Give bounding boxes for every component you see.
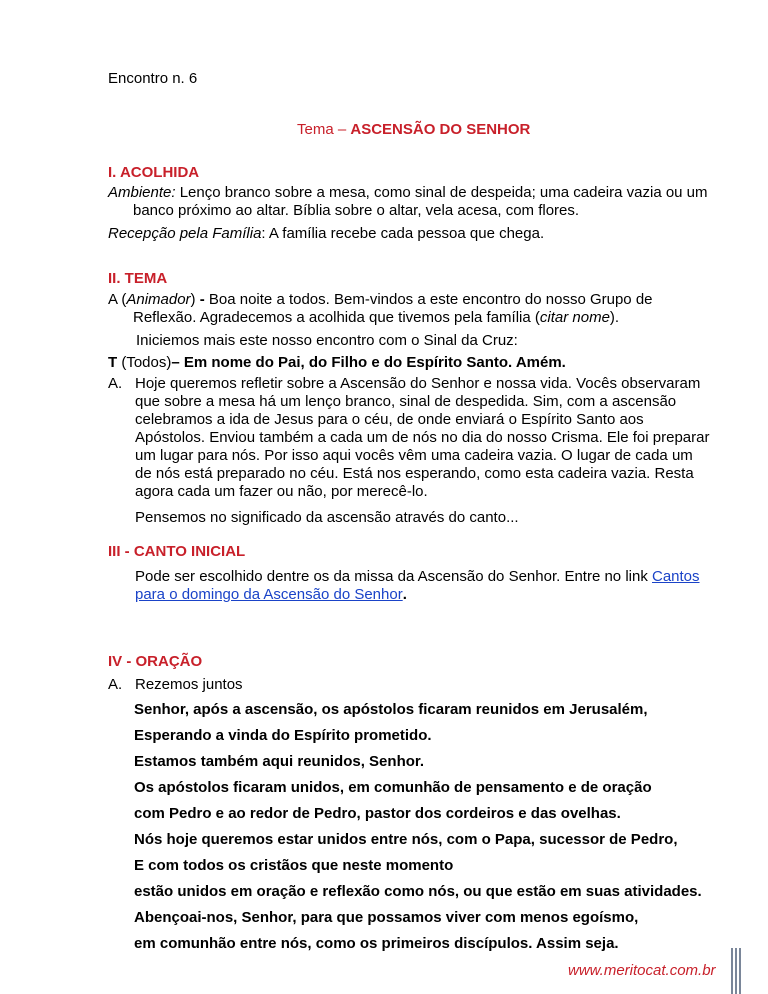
theme-line [297, 121, 530, 138]
prayer-line: Estamos também aqui reunidos, Senhor. [134, 753, 425, 770]
prayer-line: E com todos os cristãos que neste momento [134, 857, 454, 874]
animador-paragraph [108, 291, 738, 327]
section-tema-heading: II. TEMA [108, 270, 168, 287]
ambiente-text-2: banco próximo ao altar. Bíblia sobre o altar, vela acesa, com flores. [133, 202, 580, 219]
animador-mid: ) [190, 291, 200, 308]
recepcao-paragraph [108, 225, 544, 242]
site-url: www.meritocat.com.br [568, 962, 716, 979]
citar-nome: citar nome [539, 309, 610, 326]
rezemos-line: Rezemos juntos [135, 676, 243, 693]
reflection-marker: A. [108, 375, 123, 392]
prayer-line: em comunhão entre nós, como os primeiros discípulos. Assim seja. [134, 935, 619, 952]
canto-period: . [402, 586, 407, 603]
todos-paren: (Todos) [117, 354, 172, 371]
reflection-line: que sobre a mesa há um lenço branco, sinal de despedida. Sim, com a ascensão [135, 393, 677, 410]
canto-paragraph [135, 568, 735, 604]
theme-title: ASCENSÃO DO SENHOR [350, 121, 531, 138]
prayer-line: estão unidos em oração e reflexão como nós, ou que estão em suas atividades. [134, 883, 702, 900]
ambiente-paragraph [108, 184, 738, 220]
prayer-line: Senhor, após a ascensão, os apóstolos ficaram reunidos em Jerusalém, [134, 701, 648, 718]
theme-prefix: Tema – [297, 121, 351, 138]
animador-end: ). [609, 309, 620, 326]
ambiente-label: Ambiente: [108, 184, 176, 201]
recepcao-text: : A família recebe cada pessoa que chega. [261, 225, 545, 242]
animador-text-1: Boa noite a todos. Bem-vindos a este encontro do nosso Grupo de [208, 291, 653, 308]
recepcao-label: Recepção pela Família [108, 225, 262, 242]
todos-line [108, 354, 566, 371]
reflection-line: um lugar para nós. Por isso aqui vocês vêm uma cadeira vazia. O lugar de cada um [135, 447, 693, 464]
reflection-line: de nós está preparado no céu. Está nos esperando, como esta cadeira vazia. Resta [135, 465, 694, 482]
prayer-line: Nós hoje queremos estar unidos entre nós, com o Papa, sucessor de Pedro, [134, 831, 678, 848]
todos-text: – Em nome do Pai, do Filho e do Espírito Santo. Amém. [171, 354, 566, 371]
prayer-line: com Pedro e ao redor de Pedro, pastor dos cordeiros e das ovelhas. [134, 805, 621, 822]
reflection-line: agora cada um fazer ou não, por merecê-lo. [135, 483, 428, 500]
pensemos-line: Pensemos no significado da ascensão através do canto... [135, 509, 519, 526]
ambiente-text-1: Lenço branco sobre a mesa, como sinal de despeida; uma cadeira vazia ou um [175, 184, 708, 201]
animador-label: Animador [126, 291, 191, 308]
animador-dash: - [199, 291, 209, 308]
cantos-link-part-2[interactable]: para o domingo da Ascensão do Senhor [135, 586, 403, 603]
animador-prefix: A ( [108, 291, 127, 308]
reflection-line: Apóstolos. Enviou também a cada um de nós no dia do nosso Crisma. Ele foi preparar [135, 429, 710, 446]
footer-bar-1 [731, 948, 733, 994]
reflection-line: Hoje queremos refletir sobre a Ascensão do Senhor e nossa vida. Vocês observaram [135, 375, 701, 392]
reflection-paragraph [108, 375, 748, 501]
iniciemos-line: Iniciemos mais este nosso encontro com o Sinal da Cruz: [136, 332, 518, 349]
animador-text-2: Reflexão. Agradecemos a acolhida que tivemos pela família ( [133, 309, 540, 326]
section-acolhida-heading: I. ACOLHIDA [108, 164, 200, 181]
encontro-number: Encontro n. 6 [108, 70, 198, 87]
footer-bar-2 [735, 948, 737, 994]
footer-bar-3 [739, 948, 741, 994]
prayer-line: Abençoai-nos, Senhor, para que possamos viver com menos egoísmo, [134, 909, 639, 926]
prayer-line: Esperando a vinda do Espírito prometido. [134, 727, 432, 744]
prayer-line: Os apóstolos ficaram unidos, em comunhão de pensamento e de oração [134, 779, 652, 796]
todos-label: T [108, 354, 118, 371]
section-oracao-heading: IV - ORAÇÃO [108, 653, 203, 670]
canto-text: Pode ser escolhido dentre os da missa da Ascensão do Senhor. Entre no link [135, 568, 652, 585]
reflection-line: celebramos a ida de Jesus para o céu, de onde enviará o Espírito Santo aos [135, 411, 644, 428]
oracao-marker: A. [108, 676, 123, 693]
cantos-link-part-1[interactable]: Cantos [652, 568, 700, 585]
section-canto-heading: III - CANTO INICIAL [108, 543, 246, 560]
